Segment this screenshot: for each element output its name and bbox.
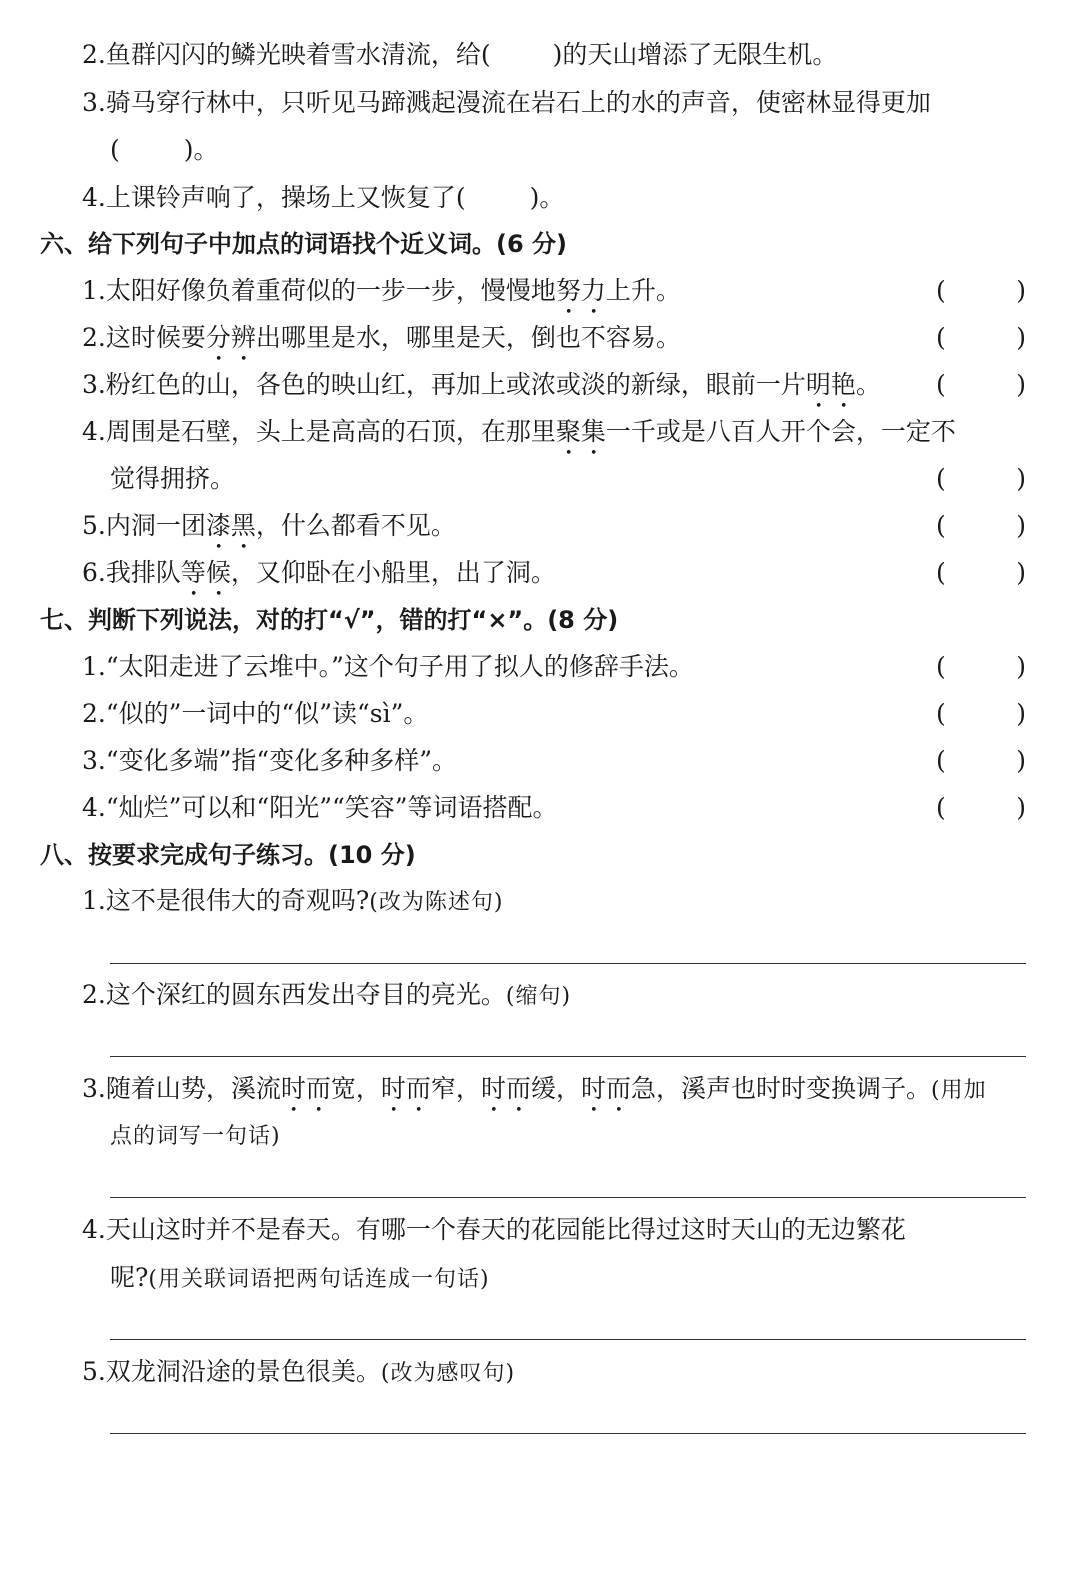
item-text: 这不是很伟大的奇观吗? <box>105 886 370 915</box>
s5-item-4 <box>82 181 564 215</box>
answer-line[interactable] <box>110 1339 1026 1340</box>
dotted-word: 等候 <box>180 558 231 587</box>
dotted-word: 时而 <box>280 1074 331 1103</box>
item-text: “太阳走进了云堆中。”这个句子用了拟人的修辞手法。 <box>105 652 694 681</box>
item-number: 5. <box>82 511 106 540</box>
answer-line[interactable] <box>110 963 1026 964</box>
item-text: )的天山增添了无限生机。 <box>552 40 838 69</box>
answer-parentheses[interactable]: ( ) <box>936 276 1026 305</box>
answer-parentheses[interactable]: ( ) <box>936 558 1026 587</box>
s6-item-4-line2: 觉得拥挤。 <box>110 464 236 493</box>
s7-item-2 <box>82 697 428 731</box>
item-text: “似的”一词中的“似”读“sì”。 <box>105 699 429 728</box>
item-number: 2. <box>82 980 106 1009</box>
item-text: “灿烂”可以和“阳光”“笑容”等词语搭配。 <box>105 793 558 822</box>
dotted-word: 努力 <box>555 276 606 305</box>
s6-item-6 <box>82 556 556 602</box>
s5-item-3 <box>82 86 931 120</box>
answer-parentheses[interactable]: ( ) <box>936 746 1026 775</box>
s6-item-5 <box>82 509 456 555</box>
requirement-note: (用关联词语把两句话连成一句话) <box>148 1267 490 1292</box>
requirement-note: (用加 <box>931 1078 987 1103</box>
answer-parentheses[interactable]: ( ) <box>936 793 1026 822</box>
answer-line[interactable] <box>110 1056 1026 1057</box>
answer-parentheses[interactable]: ( ) <box>936 370 1026 399</box>
s6-item-1 <box>82 274 681 320</box>
s8-item-1 <box>82 884 503 920</box>
item-text: 太阳好像负着重荷似的一步一步，慢慢地 <box>105 276 556 305</box>
item-text: ，又仰卧在小船里，出了洞。 <box>230 558 556 587</box>
item-number: 4. <box>82 1215 106 1244</box>
item-text: 随着山势，溪流 <box>105 1074 281 1103</box>
answer-parentheses[interactable]: ( ) <box>936 699 1026 728</box>
item-text: )。 <box>529 183 565 212</box>
item-number: 4. <box>82 183 106 212</box>
requirement-note: (改为感叹句) <box>380 1361 516 1386</box>
item-text: 鱼群闪闪的鳞光映着雪水清流，给( <box>105 40 491 69</box>
item-number: 4. <box>82 793 106 822</box>
item-number: 5. <box>82 1357 106 1386</box>
section-6-title: 六、给下列句子中加点的词语找个近义词。(6 分) <box>40 230 567 258</box>
item-text: 内洞一团 <box>105 511 206 540</box>
s8-item-2 <box>82 978 571 1014</box>
requirement-note: (缩句) <box>505 984 572 1009</box>
section-8-title: 八、按要求完成句子练习。(10 分) <box>40 841 416 869</box>
item-text: 出哪里是水，哪里是天，倒也不容易。 <box>255 323 681 352</box>
item-text: “变化多端”指“变化多种多样”。 <box>105 746 457 775</box>
answer-line[interactable] <box>110 1433 1026 1434</box>
item-number: 4. <box>82 417 106 446</box>
s8-item-5 <box>82 1355 515 1391</box>
dotted-word: 漆黑 <box>205 511 256 540</box>
item-text: ，什么都看不见。 <box>255 511 456 540</box>
answer-parentheses[interactable]: ( ) <box>936 464 1026 493</box>
answer-parentheses[interactable]: ( ) <box>936 511 1026 540</box>
s5-item-2 <box>82 38 837 72</box>
answer-line[interactable] <box>110 1197 1026 1198</box>
requirement-note: (改为陈述句) <box>369 890 504 915</box>
s7-item-1 <box>82 650 694 684</box>
answer-parentheses[interactable]: ( ) <box>936 652 1026 681</box>
s6-item-3 <box>82 368 881 414</box>
item-text: 缓， <box>530 1074 581 1103</box>
item-number: 2. <box>82 699 106 728</box>
dotted-word: 分辨 <box>205 323 256 352</box>
s6-item-2 <box>82 321 681 367</box>
item-text: 呢? <box>110 1263 149 1292</box>
item-number: 1. <box>82 276 106 305</box>
item-text: 这时候要 <box>105 323 206 352</box>
item-number: 3. <box>82 1074 106 1103</box>
item-text: 粉红色的山，各色的映山红，再加上或浓或淡的新绿，眼前一片 <box>105 370 806 399</box>
item-text: 天山这时并不是春天。有哪一个春天的花园能比得过这时天山的无边繁花 <box>105 1215 906 1244</box>
item-text: )。 <box>183 135 219 164</box>
dotted-word: 明艳 <box>805 370 856 399</box>
item-text: 。 <box>855 370 881 399</box>
item-text: 窄， <box>430 1074 481 1103</box>
item-text: 骑马穿行林中，只听见马蹄溅起漫流在岩石上的水的声音，使密林显得更加 <box>105 88 931 117</box>
item-text: 这个深红的圆东西发出夺目的亮光。 <box>105 980 506 1009</box>
item-text: ( <box>110 135 120 164</box>
item-number: 3. <box>82 370 106 399</box>
item-text: 我排队 <box>105 558 181 587</box>
dotted-word: 时而 <box>580 1074 631 1103</box>
item-text: 急，溪声也时时变换调子。 <box>630 1074 931 1103</box>
section-7-title: 七、判断下列说法，对的打“√”，错的打“×”。(8 分) <box>40 606 619 634</box>
item-text: 宽， <box>330 1074 381 1103</box>
dotted-word: 时而 <box>380 1074 431 1103</box>
item-number: 2. <box>82 323 106 352</box>
item-text: 上升。 <box>605 276 681 305</box>
answer-parentheses[interactable]: ( ) <box>936 323 1026 352</box>
s8-item-3-requirement-cont: 点的词写一句话) <box>110 1124 281 1149</box>
item-text: 周围是石壁，头上是高高的石顶，在那里 <box>105 417 556 446</box>
s5-item-3-line2 <box>110 133 219 167</box>
item-number: 2. <box>82 40 106 69</box>
s8-item-4-line2 <box>110 1261 490 1297</box>
item-number: 3. <box>82 746 106 775</box>
dotted-word: 聚集 <box>555 417 606 446</box>
s7-item-3 <box>82 744 457 778</box>
item-number: 1. <box>82 886 106 915</box>
item-number: 3. <box>82 88 106 117</box>
item-text: 上课铃声响了，操场上又恢复了( <box>105 183 466 212</box>
s6-item-4 <box>82 415 956 461</box>
item-number: 1. <box>82 652 106 681</box>
s7-item-4 <box>82 791 558 825</box>
item-text: 双龙洞沿途的景色很美。 <box>105 1357 381 1386</box>
s8-item-4 <box>82 1213 906 1247</box>
dotted-word: 时而 <box>480 1074 531 1103</box>
s8-item-3 <box>82 1072 987 1118</box>
item-number: 6. <box>82 558 106 587</box>
item-text: 一千或是八百人开个会，一定不 <box>605 417 956 446</box>
